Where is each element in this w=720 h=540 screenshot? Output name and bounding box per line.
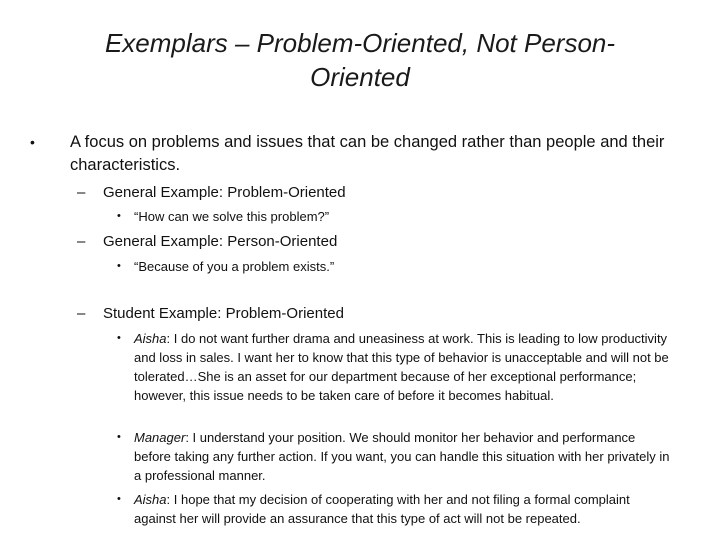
quote-text: “How can we solve this problem?” — [134, 209, 330, 224]
sub-bullet-label: General Example: Problem-Oriented — [103, 184, 346, 201]
main-bullet — [30, 131, 670, 177]
dash-icon: – — [77, 233, 86, 250]
dialogue-line-aisha-2 — [117, 490, 674, 528]
sub-bullet-label: Student Example: Problem-Oriented — [103, 305, 344, 322]
quote-bullet-person — [117, 257, 674, 276]
sub-bullet-general-person — [77, 232, 338, 252]
dialogue-text: : I do not want further drama and uneasiness at work. This is leading to low productivity and loss in sales. I want her to know that this type of behavior is unacceptable and will not be tolerated…She is an asset for our department because of her exceptional performance; however, this issue needs to be taken care of before it becomes habitual. — [134, 331, 669, 403]
dash-icon: – — [77, 184, 86, 201]
dialogue-line-aisha-1 — [117, 329, 674, 405]
dash-icon: – — [77, 305, 86, 322]
main-bullet-text: A focus on problems and issues that can be changed rather than people and their characteristics. — [70, 133, 665, 174]
bullet-icon: • — [30, 134, 35, 150]
speaker-name: Aisha — [134, 492, 167, 507]
speaker-name: Aisha — [134, 331, 167, 346]
sub-bullet-general-problem — [77, 183, 346, 203]
dialogue-line-manager — [117, 428, 674, 485]
dialogue-text: : I hope that my decision of cooperating with her and not filing a formal complaint against her will provide an assurance that this type of act will not be repeated. — [134, 492, 630, 526]
slide-title: Exemplars – Problem-Oriented, Not Person-Oriented — [104, 28, 616, 92]
sub-bullet-student-example — [77, 304, 344, 324]
quote-text: “Because of you a problem exists.” — [134, 259, 335, 274]
bullet-icon: • — [117, 332, 121, 344]
quote-bullet-problem — [117, 207, 674, 226]
bullet-icon: • — [117, 210, 121, 222]
dialogue-text: : I understand your position. We should monitor her behavior and performance before taking any further action. If you want, you can handle this situation with her privately in a professional manner. — [134, 430, 670, 483]
bullet-icon: • — [117, 260, 121, 272]
bullet-icon: • — [117, 431, 121, 443]
sub-bullet-label: General Example: Person-Oriented — [103, 233, 338, 250]
bullet-icon: • — [117, 493, 121, 505]
speaker-name: Manager — [134, 430, 186, 445]
